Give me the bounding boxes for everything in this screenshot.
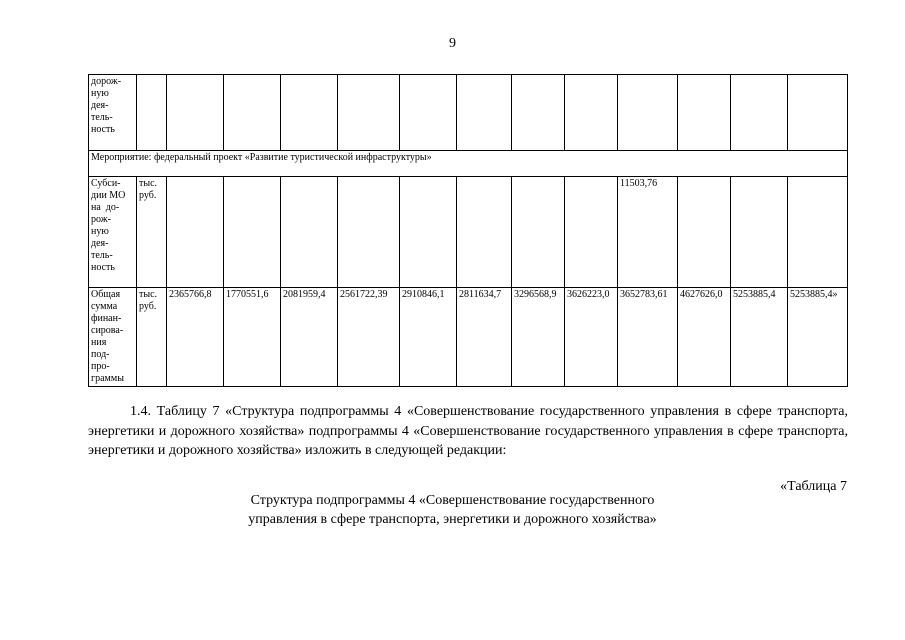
row-name: Субси- дии МО на до- рож- ную дея- тель- ность (89, 177, 137, 288)
value-cell (788, 75, 848, 151)
value-cell (731, 177, 788, 288)
value-cell: 11503,76 (618, 177, 678, 288)
unit-cell: тыс. руб. (137, 288, 167, 387)
financing-table (88, 74, 848, 387)
value-cell (400, 177, 457, 288)
value-cell: 2081959,4 (281, 288, 338, 387)
table-title (0, 491, 905, 529)
value-cell (788, 177, 848, 288)
body-paragraph: 1.4. Таблицу 7 «Структура подпрограммы 4 «Совершенствование государственного управления в сфере транспорта, энергетики и дорожного хозяйства» подпрограммы 4 «Совершенствование государственного управления в сфере транспорта, энергетики и дорожного хозяйства» изложить в следующей редакции: (88, 404, 848, 458)
value-cell (224, 177, 281, 288)
value-cell: 5253885,4» (788, 288, 848, 387)
value-cell (224, 75, 281, 151)
table-row-event (89, 151, 848, 177)
value-cell: 1770551,6 (224, 288, 281, 387)
value-cell (167, 177, 224, 288)
value-cell (167, 75, 224, 151)
value-cell (565, 177, 618, 288)
value-cell (731, 75, 788, 151)
value-cell: 2365766,8 (167, 288, 224, 387)
value-cell (338, 75, 400, 151)
table-reference: «Таблица 7 (780, 479, 847, 494)
row-name: дорож- ную дея- тель- ность (89, 75, 137, 151)
value-cell: 2811634,7 (457, 288, 512, 387)
unit-cell: тыс. руб. (137, 177, 167, 288)
value-cell (512, 177, 565, 288)
table-row-total (89, 288, 848, 387)
value-cell: 3652783,61 (618, 288, 678, 387)
value-cell (678, 75, 731, 151)
value-cell (678, 177, 731, 288)
page-number: 9 (449, 36, 456, 51)
value-cell (565, 75, 618, 151)
table-row-subsidy (89, 177, 848, 288)
value-cell: 2910846,1 (400, 288, 457, 387)
value-cell (281, 177, 338, 288)
value-cell (457, 75, 512, 151)
event-cell: Мероприятие: федеральный проект «Развитие туристической инфраструктуры» (89, 151, 848, 177)
value-cell (618, 75, 678, 151)
row-name: Общая сумма финан- сирова- ния под- про- граммы (89, 288, 137, 387)
value-cell: 2561722,39 (338, 288, 400, 387)
value-cell: 4627626,0 (678, 288, 731, 387)
table-title-line: управления в сфере транспорта, энергетики и дорожного хозяйства» (248, 512, 657, 527)
value-cell (457, 177, 512, 288)
unit-cell (137, 75, 167, 151)
value-cell: 3296568,9 (512, 288, 565, 387)
table-row-road-tail (89, 75, 848, 151)
value-cell (400, 75, 457, 151)
value-cell (338, 177, 400, 288)
table-title-line: Структура подпрограммы 4 «Совершенствование государственного (250, 493, 655, 508)
value-cell (512, 75, 565, 151)
value-cell: 5253885,4 (731, 288, 788, 387)
value-cell (281, 75, 338, 151)
value-cell: 3626223,0 (565, 288, 618, 387)
